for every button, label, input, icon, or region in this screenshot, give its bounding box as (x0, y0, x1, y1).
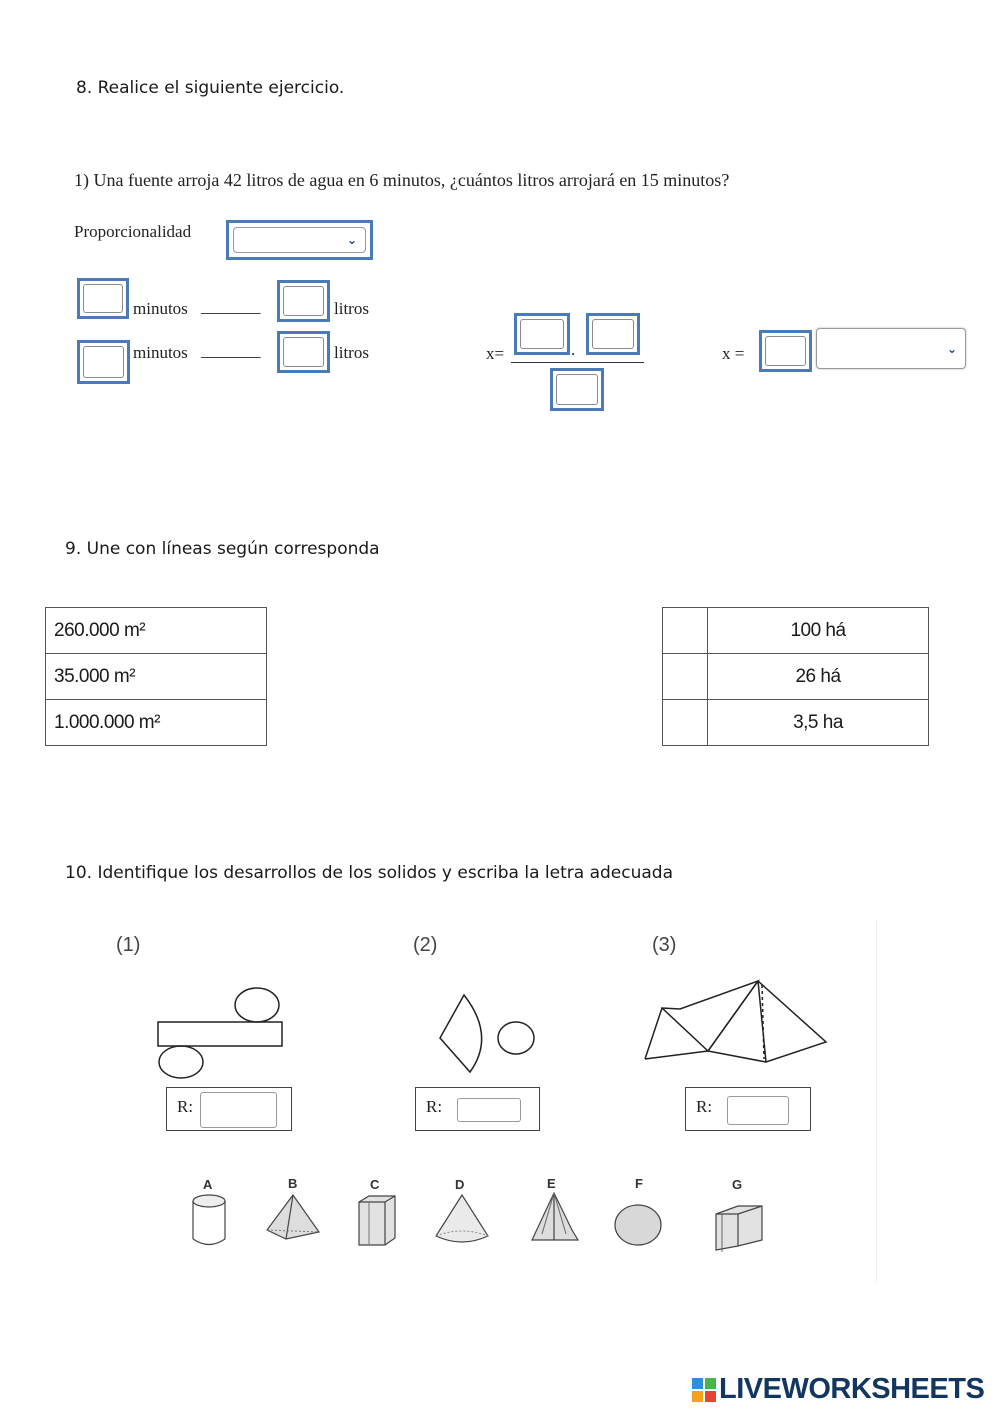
x-equals-result-label: x = (722, 344, 745, 363)
match-slot[interactable] (663, 654, 708, 700)
match-slot[interactable] (663, 700, 708, 746)
liveworksheets-logo-text: LIVEWORKSHEETS (719, 1373, 985, 1405)
match-slot[interactable] (663, 608, 708, 654)
prism-solid-icon (355, 1192, 399, 1248)
liveworksheets-logo-icon (692, 1378, 716, 1402)
liters-label-1: litros (334, 299, 369, 318)
figure-label-2: (2) (413, 934, 438, 956)
solid-letter-d: D (455, 1177, 465, 1192)
denominator-input[interactable] (550, 368, 604, 411)
liters-label-2: litros (334, 343, 369, 362)
table-row (663, 700, 929, 746)
cylinder-net-drawing (150, 985, 290, 1080)
left-units-table (45, 607, 267, 746)
right-units-table (662, 607, 929, 746)
chevron-down-icon: ⌄ (346, 233, 357, 247)
right-cell: 100 há (708, 608, 929, 654)
solid-letter-a: A (203, 1177, 213, 1192)
numerator-input-2[interactable] (586, 313, 640, 355)
cylinder-solid-icon (190, 1192, 230, 1248)
result-unit-select[interactable] (816, 328, 966, 369)
x-equals-fraction-label: x= (486, 344, 505, 363)
solid-letter-b: B (288, 1176, 298, 1191)
table-row (46, 700, 267, 746)
answer-label-2: R: (426, 1097, 443, 1116)
figure-label-3: (3) (652, 934, 677, 956)
left-cell: 260.000 m² (46, 608, 267, 654)
answer-box-2 (415, 1087, 540, 1131)
chevron-down-icon: ⌄ (946, 341, 957, 356)
solid-letter-g: G (732, 1177, 743, 1192)
table-row (46, 608, 267, 654)
cone-net-drawing (432, 990, 542, 1080)
figure-label-1: (1) (116, 934, 141, 956)
fraction-bar (511, 362, 644, 363)
cone-solid-icon (432, 1192, 492, 1246)
answer-input-3[interactable] (727, 1096, 789, 1125)
table-row (663, 654, 929, 700)
proportionality-select[interactable] (233, 227, 366, 253)
sphere-solid-icon (612, 1202, 664, 1248)
left-cell: 1.000.000 m² (46, 700, 267, 746)
pyramid-solid-icon (528, 1190, 582, 1244)
problem-statement: 1) Una fuente arroja 42 litros de agua en 6 minutos, ¿cuántos litros arrojará en 15 minutos? (74, 170, 730, 190)
answer-label-3: R: (696, 1097, 713, 1116)
right-cell: 26 há (708, 654, 929, 700)
answer-label-1: R: (177, 1097, 194, 1116)
multiplication-dot: . (571, 340, 576, 359)
section10-heading: 10. Identifique los desarrollos de los solidos y escriba la letra adecuada (65, 863, 673, 883)
liters-input-1[interactable] (277, 280, 330, 322)
answer-box-1 (166, 1087, 292, 1131)
table-row (46, 654, 267, 700)
right-cell: 3,5 ha (708, 700, 929, 746)
section9-heading: 9. Une con líneas según corresponda (65, 539, 380, 559)
section8-heading: 8. Realice el siguiente ejercicio. (76, 78, 345, 98)
solid-letter-e: E (547, 1176, 556, 1191)
answer-box-3 (685, 1087, 811, 1131)
answer-input-2[interactable] (457, 1098, 521, 1122)
minutes-label-2: minutos (133, 343, 188, 362)
minutes-input-2[interactable] (77, 340, 130, 384)
pyramid-net-drawing (640, 975, 830, 1067)
minutes-label-1: minutos (133, 299, 188, 318)
proportionality-select-frame (226, 220, 373, 260)
minutes-input-1[interactable] (77, 278, 129, 319)
left-cell: 35.000 m² (46, 654, 267, 700)
proportionality-label: Proporcionalidad (74, 222, 192, 241)
answer-input-1[interactable] (200, 1092, 277, 1128)
triangular-prism-solid-icon (712, 1200, 768, 1256)
solid-letter-c: C (370, 1177, 380, 1192)
numerator-input-1[interactable] (514, 313, 570, 355)
square-pyramid-solid-icon (264, 1192, 322, 1244)
blank-line-1: _______ (201, 297, 261, 316)
liters-input-2[interactable] (277, 331, 330, 373)
blank-line-2: _______ (201, 341, 261, 360)
table-row (663, 608, 929, 654)
result-input[interactable] (759, 330, 812, 372)
solid-letter-f: F (635, 1176, 643, 1191)
